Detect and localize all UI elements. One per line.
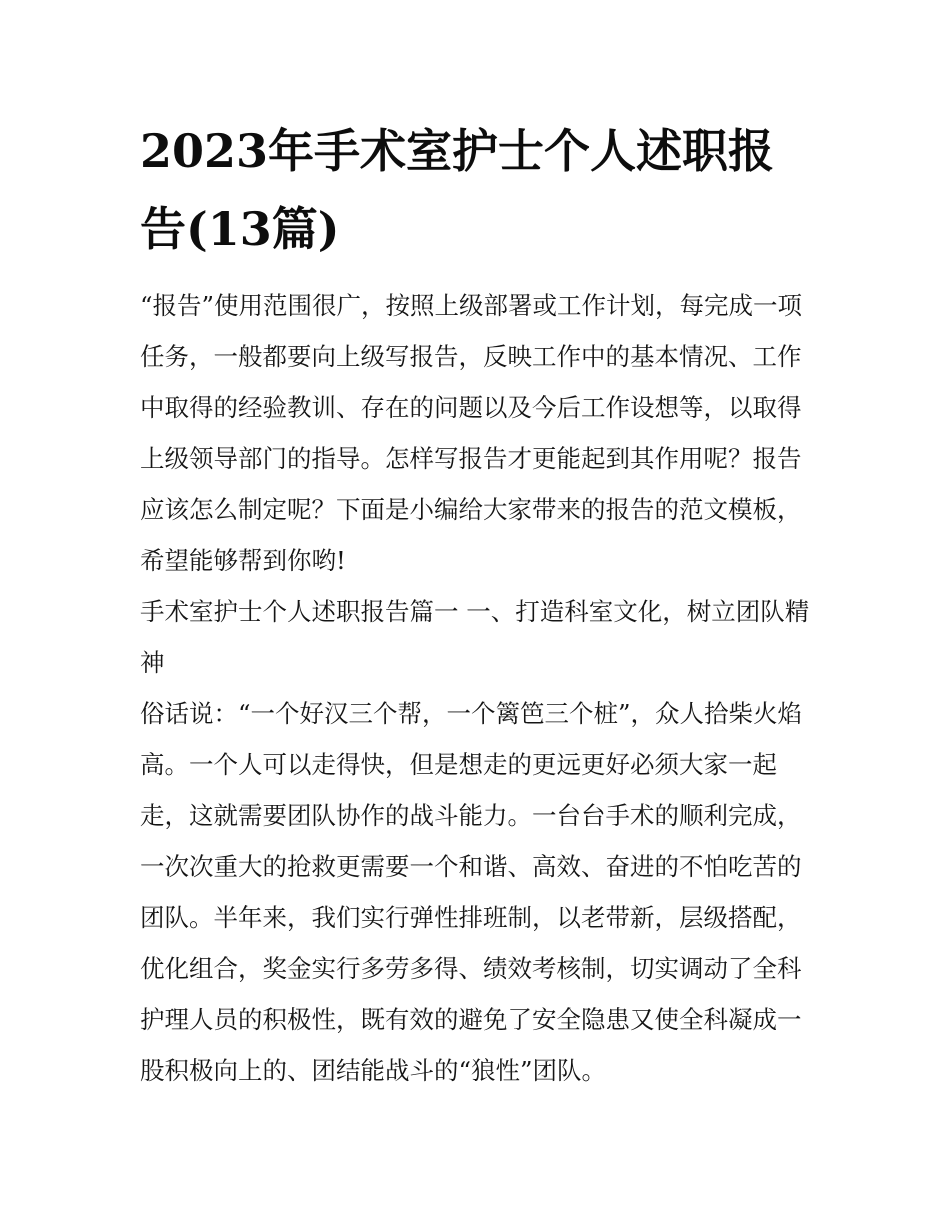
document-title: 2023年手术室护士个人述职报告(13篇) (140, 124, 775, 256)
document-body (140, 112, 820, 1096)
section-heading-paragraph: 手术室护士个人述职报告篇一 一、打造科室文化，树立团队精神 (140, 597, 810, 677)
intro-paragraph: “报告”使用范围很广，按照上级部署或工作计划，每完成一项任务，一般都要向上级写报告，反映工作中的基本情况、工作中取得的经验教训、存在的问题以及今后工作设想等，以取得上级领导部门的指导。怎样写报告才更能起到其作用呢？报告应该怎么制定呢？下面是小编给大家带来的报告的范文模板，希望能够帮到你哟! (140, 291, 803, 575)
body-paragraph: 俗话说：“一个好汉三个帮，一个篱笆三个桩”，众人拾柴火焰高。一个人可以走得快，但是想走的更远更好必须大家一起走，这就需要团队协作的战斗能力。一台台手术的顺利完成，一次次重大的抢救更需要一个和谐、高效、奋进的不怕吃苦的团队。半年来，我们实行弹性排班制，以老带新，层级搭配，优化组合，奖金实行多劳多得、绩效考核制，切实调动了全科护理人员的积极性，既有效的避免了安全隐患又使全科凝成一股积极向上的、团结能战斗的“狼性”团队。 (140, 699, 803, 1085)
